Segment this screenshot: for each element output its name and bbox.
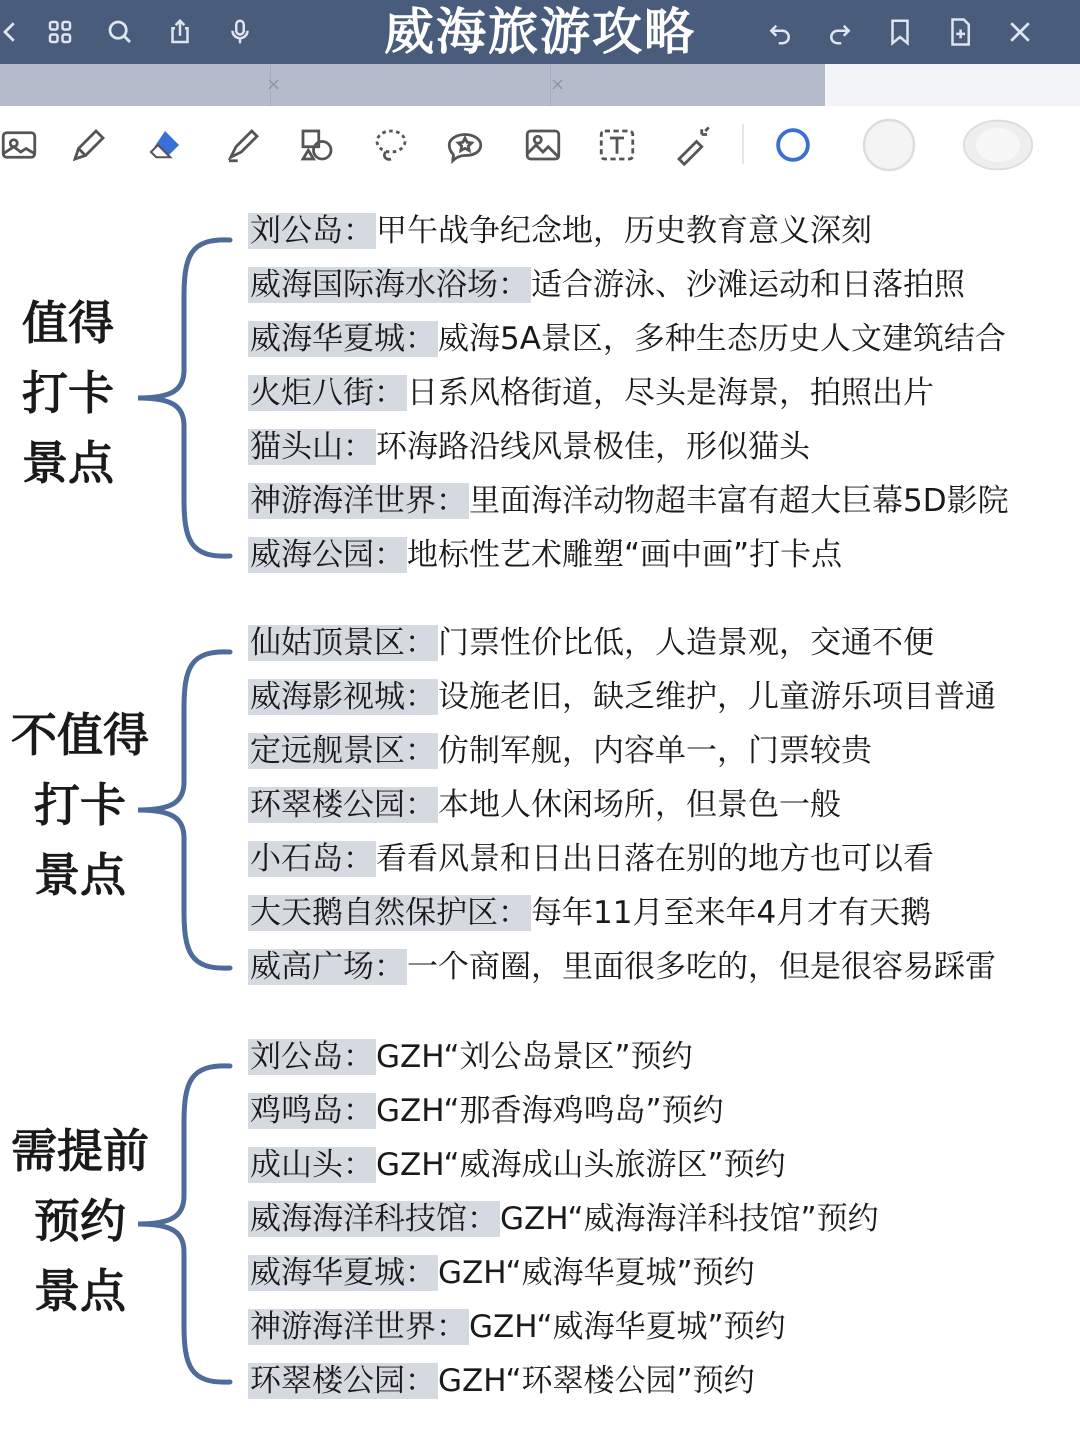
app-title: 威海旅游攻略 (384, 3, 696, 61)
eraser-icon[interactable] (140, 120, 190, 170)
section-label-line: 不值得 (11, 708, 149, 762)
item-text: 一个商圈，里面很多吃的，但是很容易踩雷 (407, 949, 996, 985)
item-text: 威海5A景区，多种生态历史人文建筑结合 (438, 321, 1006, 357)
drawing-toolbar (0, 106, 1080, 180)
list-item (248, 940, 996, 994)
item-text: GZH“环翠楼公园”预约 (438, 1363, 755, 1399)
list-item (248, 1138, 786, 1192)
item-text: GZH“威海华夏城”预约 (469, 1309, 786, 1345)
list-item (248, 832, 934, 886)
undo-icon[interactable] (760, 12, 800, 52)
section-label-line: 预约 (34, 1194, 126, 1248)
item-key: 威海海洋科技馆： (250, 1201, 498, 1237)
section-label-line: 景点 (22, 436, 114, 490)
item-key: 威海公园： (250, 537, 405, 573)
curly-brace (132, 228, 242, 568)
texture-swatch-icon[interactable] (958, 114, 1038, 176)
bookmark-icon[interactable] (880, 12, 920, 52)
item-key: 定远舰景区： (250, 733, 436, 769)
list-item (248, 1300, 786, 1354)
image-icon[interactable] (518, 120, 568, 170)
tab-strip (0, 64, 1080, 106)
sticker-icon[interactable] (440, 120, 490, 170)
shapes-icon[interactable] (292, 120, 342, 170)
item-text: GZH“威海成山头旅游区”预约 (376, 1147, 786, 1183)
list-item (248, 670, 996, 724)
item-key: 小石岛： (250, 841, 374, 877)
list-item (248, 616, 934, 670)
close-icon[interactable] (1000, 12, 1040, 52)
item-key: 威高广场： (250, 949, 405, 985)
item-key: 威海影视城： (250, 679, 436, 715)
item-key: 威海华夏城： (250, 1255, 436, 1291)
section-label-line: 打卡 (34, 778, 126, 832)
item-text: 适合游泳、沙滩运动和日落拍照 (531, 267, 965, 303)
tab-close-icon[interactable]: × (266, 74, 282, 95)
item-text: GZH“威海华夏城”预约 (438, 1255, 755, 1291)
image-lasso-icon[interactable] (0, 120, 44, 170)
section-label-line: 需提前 (11, 1124, 149, 1178)
highlighter-icon[interactable] (218, 120, 268, 170)
redo-icon[interactable] (820, 12, 860, 52)
item-key: 环翠楼公园： (250, 787, 436, 823)
curly-brace (132, 640, 242, 980)
item-text: 看看风景和日出日落在别的地方也可以看 (376, 841, 934, 877)
item-text: GZH“威海海洋科技馆”预约 (500, 1201, 879, 1237)
item-text: 甲午战争纪念地，历史教育意义深刻 (376, 213, 872, 249)
list-item (248, 528, 842, 582)
item-text: 里面海洋动物超丰富有超大巨幕5D影院 (469, 483, 1009, 519)
item-key: 神游海洋世界： (250, 1309, 467, 1345)
list-item (248, 1084, 724, 1138)
item-key: 环翠楼公园： (250, 1363, 436, 1399)
item-key: 大天鹅自然保护区： (250, 895, 529, 931)
item-text: 地标性艺术雕塑“画中画”打卡点 (407, 537, 843, 573)
list-item (248, 778, 841, 832)
item-key: 刘公岛： (250, 1039, 374, 1075)
toolbar-divider (742, 124, 744, 164)
list-item (248, 420, 810, 474)
lasso-icon[interactable] (366, 120, 416, 170)
item-text: GZH“那香海鸡鸣岛”预约 (376, 1093, 724, 1129)
text-icon[interactable] (592, 120, 642, 170)
list-item (248, 1246, 755, 1300)
list-item (248, 886, 931, 940)
item-text: 门票性价比低，人造景观，交通不便 (438, 625, 934, 661)
list-item (248, 1192, 879, 1246)
color-ring-icon[interactable] (768, 120, 818, 170)
pen-icon[interactable] (64, 120, 114, 170)
item-text: 仿制军舰，内容单一，门票较贵 (438, 733, 872, 769)
tab-close-icon[interactable]: × (550, 74, 566, 95)
list-item (248, 258, 965, 312)
section-label-line: 景点 (34, 1264, 126, 1318)
item-key: 仙姑顶景区： (250, 625, 436, 661)
list-item (248, 1030, 693, 1084)
section-label-line: 值得 (22, 296, 114, 350)
document-tab[interactable] (280, 64, 566, 106)
item-key: 神游海洋世界： (250, 483, 467, 519)
list-item (248, 312, 1006, 366)
section-label-worth-visiting (4, 288, 132, 498)
section-label-line: 打卡 (22, 366, 114, 420)
item-text: 环海路沿线风景极佳，形似猫头 (376, 429, 810, 465)
curly-brace (132, 1054, 242, 1394)
app-top-bar (0, 0, 1080, 64)
item-text: 每年11月至来年4月才有天鹅 (531, 895, 932, 931)
item-key: 火炬八街： (250, 375, 405, 411)
item-text: 本地人休闲场所，但景色一般 (438, 787, 841, 823)
list-item (248, 474, 1009, 528)
item-text: 设施老旧，缺乏维护，儿童游乐项目普通 (438, 679, 996, 715)
item-key: 威海国际海水浴场： (250, 267, 529, 303)
item-key: 猫头山： (250, 429, 374, 465)
laser-pointer-icon[interactable] (668, 120, 718, 170)
list-item (248, 366, 934, 420)
document-tab[interactable] (0, 64, 282, 106)
color-swatch-icon[interactable] (858, 114, 920, 176)
item-key: 威海华夏城： (250, 321, 436, 357)
list-item (248, 204, 872, 258)
item-key: 成山头： (250, 1147, 374, 1183)
item-text: GZH“刘公岛景区”预约 (376, 1039, 693, 1075)
item-text: 日系风格街道，尽头是海景，拍照出片 (407, 375, 934, 411)
add-page-icon[interactable] (940, 12, 980, 52)
item-key: 刘公岛： (250, 213, 374, 249)
item-key: 鸡鸣岛： (250, 1093, 374, 1129)
section-label-line: 景点 (34, 848, 126, 902)
list-item (248, 1354, 755, 1408)
list-item (248, 724, 872, 778)
